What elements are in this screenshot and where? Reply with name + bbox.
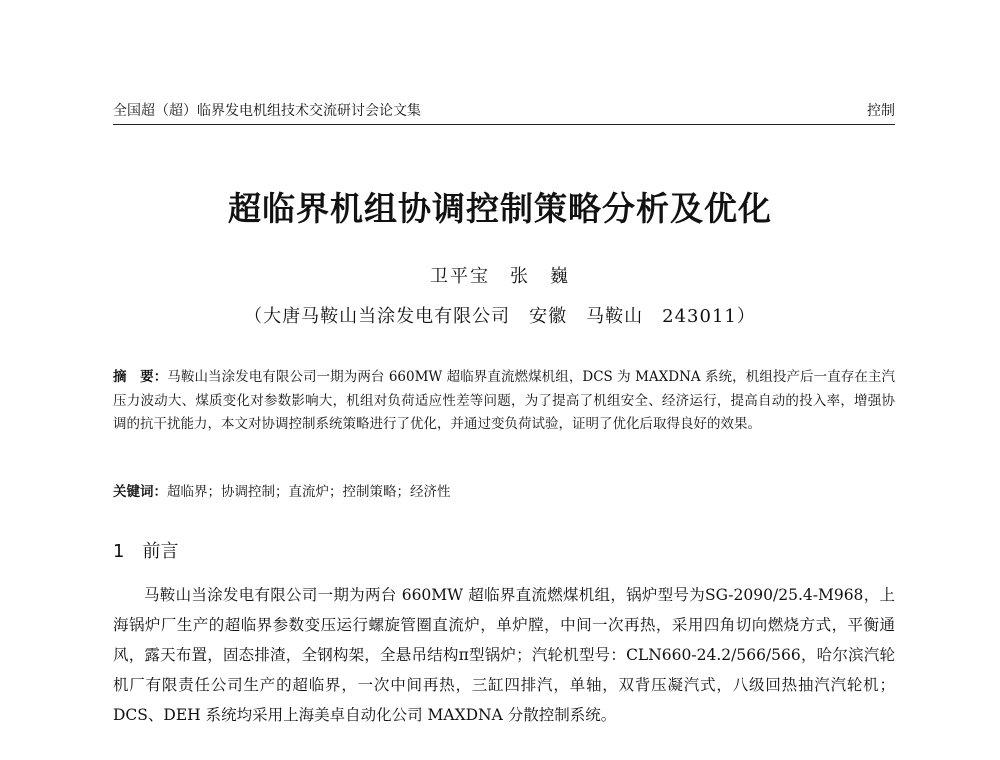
authors: 卫平宝 张 巍 (430, 266, 570, 287)
body-paragraph: 马鞍山当涂发电有限公司一期为两台 660MW 超临界直流燃煤机组，锅炉型号为SG-2090/25.4-M968，上海锅炉厂生产的超临界参数变压运行螺旋管圈直流炉，单炉膛，中间一次再热，采用四角切向燃烧方式，平衡通风，露天布置，固态排渣，全钢构架，全悬吊结构π型锅炉；汽轮机型号：CLN660-24.2/566/566，哈尔滨汽轮机厂有限责任公司生产的超临界，一次中间再热，三缸四排汽，单轴，双背压凝汽式，八级回热抽汽汽轮机；DCS、DEH 系统均采用上海美卓自动化公司 MAXDNA 分散控制系统。 (113, 586, 895, 724)
section-number: 1 (113, 541, 125, 562)
abstract-text: 马鞍山当涂发电有限公司一期为两台 660MW 超临界直流燃煤机组，DCS 为 MAXDNA 系统，机组投产后一直存在主汽压力波动大、煤质变化对参数影响大，机组对负荷适应性差等问题，为了提高了机组安全、经济运行，提高自动的投入率，增强协调的抗干扰能力，本文对协调控制系统策略进行了优化，并通过变负荷试验，证明了优化后取得良好的效果。 (113, 369, 895, 432)
keywords-label: 关键词： (113, 484, 167, 500)
abstract (113, 366, 895, 437)
section-title: 前言 (142, 541, 179, 562)
paper-title: 超临界机组协调控制策略分析及优化 (228, 189, 772, 228)
abstract-label: 摘 要： (113, 369, 168, 385)
keywords (113, 481, 895, 504)
section-heading (113, 537, 178, 563)
running-header (113, 100, 895, 125)
proceedings-title: 全国超（超）临界发电机组技术交流研讨会论文集 (113, 103, 421, 119)
affiliation: （大唐马鞍山当涂发电有限公司 安徽 马鞍山 243011） (244, 306, 756, 327)
section-label: 控制 (867, 103, 895, 119)
keywords-text: 超临界；协调控制；直流炉；控制策略；经济性 (167, 484, 451, 500)
